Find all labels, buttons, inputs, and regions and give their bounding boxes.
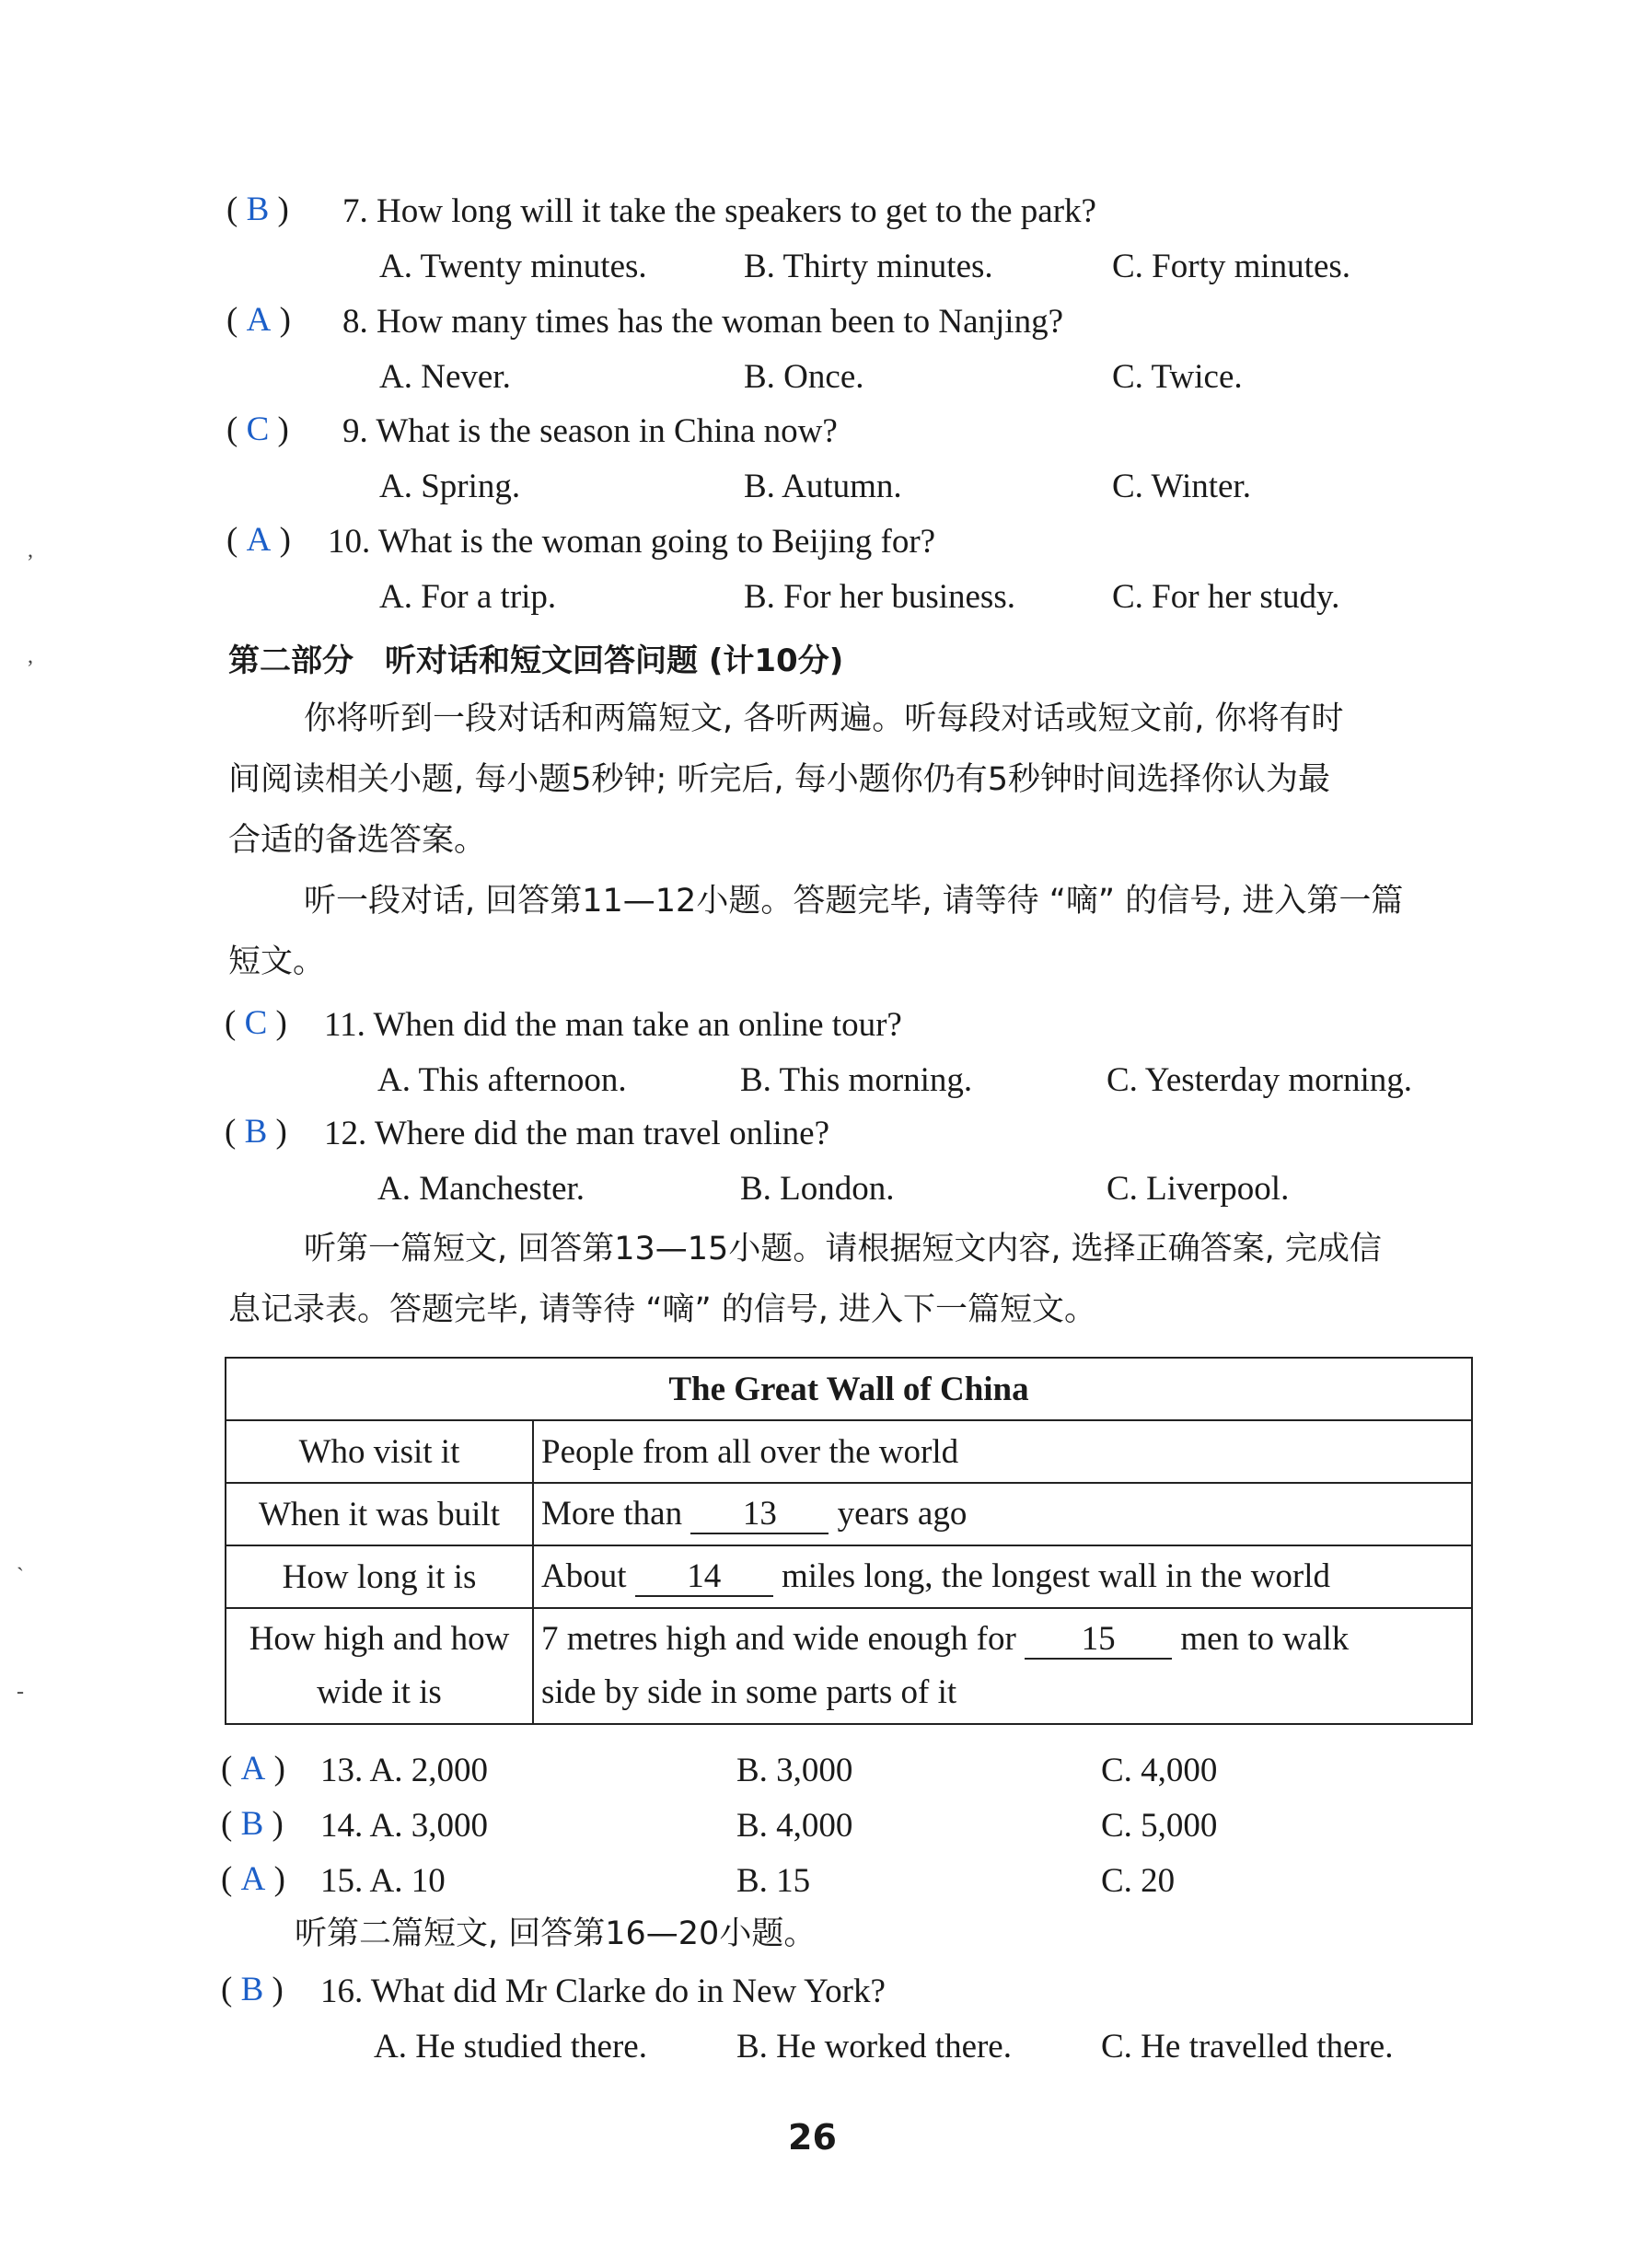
answer-bracket: ( A ): [226, 301, 291, 339]
answer-letter: A: [240, 1860, 266, 1898]
option-a: A. Spring.: [379, 468, 521, 505]
option-a: A. He studied there.: [374, 2028, 647, 2066]
blank-14: 14: [635, 1558, 773, 1597]
answer-letter: B: [246, 191, 270, 228]
option-a: A. Manchester.: [377, 1170, 585, 1208]
option-b: B. Once.: [744, 358, 864, 396]
answer-bracket: ( A ): [221, 1750, 285, 1788]
answer-letter: B: [244, 1113, 268, 1151]
margin-mark: ,: [28, 644, 33, 668]
answer-bracket: ( B ): [226, 191, 289, 228]
option-c: C. Winter.: [1112, 468, 1251, 505]
option-b: B. For her business.: [744, 578, 1015, 616]
answer-bracket: ( B ): [225, 1113, 287, 1151]
instruction-line: 合适的备选答案。: [228, 822, 487, 859]
option-b: B. 15: [736, 1862, 811, 1900]
row-label: How high and how wide it is: [226, 1608, 533, 1724]
table-row: [226, 1545, 1472, 1608]
answer-bracket: ( B ): [221, 1971, 284, 2008]
dialogue-instruction: 短文。: [228, 943, 326, 980]
passage1-instruction: 听第一篇短文, 回答第13—15小题。请根据短文内容, 选择正确答案, 完成信: [304, 1231, 1382, 1267]
table-row: [226, 1420, 1472, 1483]
answer-bracket: ( A ): [221, 1860, 285, 1898]
row-content: 7 metres high and wide enough for 15 men to walk side by side in some parts of it: [533, 1608, 1472, 1724]
answer-letter: A: [246, 301, 272, 339]
answer-letter: A: [240, 1750, 266, 1788]
blank-15: 15: [1025, 1621, 1172, 1660]
table-title: The Great Wall of China: [226, 1358, 1472, 1420]
answer-letter: B: [240, 1971, 264, 2008]
answer-bracket: ( B ): [221, 1805, 284, 1843]
option-a: A. Never.: [379, 358, 511, 396]
row-content: More than 13 years ago: [533, 1483, 1472, 1545]
question-7: 7. How long will it take the speakers to get to the park?: [342, 192, 1096, 230]
dialogue-instruction: 听一段对话, 回答第11—12小题。答题完毕, 请等待 “嘀” 的信号, 进入第一篇: [304, 883, 1404, 920]
option-c: C. 4,000: [1101, 1752, 1218, 1789]
option-c: C. 20: [1101, 1862, 1176, 1900]
option-b: B. 4,000: [736, 1807, 853, 1845]
section-heading: 第二部分 听对话和短文回答问题 (计10分): [228, 642, 844, 679]
option-c: C. Liverpool.: [1107, 1170, 1290, 1208]
option-c: C. Yesterday morning.: [1107, 1061, 1412, 1099]
blank-13: 13: [690, 1496, 829, 1534]
question-14: 14. A. 3,000: [320, 1807, 488, 1845]
instruction-line: 你将听到一段对话和两篇短文, 各听两遍。听每段对话或短文前, 你将有时: [304, 700, 1344, 737]
option-b: B. Thirty minutes.: [744, 248, 993, 285]
instruction-line: 间阅读相关小题, 每小题5秒钟; 听完后, 每小题你仍有5秒钟时间选择你认为最: [228, 761, 1330, 798]
answer-letter: C: [246, 411, 270, 448]
row-content: People from all over the world: [533, 1420, 1472, 1483]
question-16: 16. What did Mr Clarke do in New York?: [320, 1973, 886, 2010]
margin-mark: -: [17, 1680, 24, 1704]
answer-bracket: ( C ): [225, 1004, 287, 1042]
option-c: C. For her study.: [1112, 578, 1340, 616]
option-c: C. 5,000: [1101, 1807, 1218, 1845]
passage1-instruction: 息记录表。答题完毕, 请等待 “嘀” 的信号, 进入下一篇短文。: [228, 1291, 1097, 1328]
answer-bracket: ( A ): [226, 521, 291, 559]
option-a: A. This afternoon.: [377, 1061, 627, 1099]
row-label: How long it is: [226, 1545, 533, 1608]
margin-mark: ,: [28, 538, 33, 562]
question-13: 13. A. 2,000: [320, 1752, 488, 1789]
option-c: C. Forty minutes.: [1112, 248, 1351, 285]
question-8: 8. How many times has the woman been to Nanjing?: [342, 303, 1063, 341]
option-b: B. He worked there.: [736, 2028, 1012, 2066]
option-a: A. Twenty minutes.: [379, 248, 647, 285]
option-b: B. Autumn.: [744, 468, 902, 505]
row-label: When it was built: [226, 1483, 533, 1545]
page-number: 26: [788, 2117, 837, 2158]
answer-bracket: ( C ): [226, 411, 289, 448]
question-9: 9. What is the season in China now?: [342, 412, 838, 450]
question-12: 12. Where did the man travel online?: [324, 1115, 829, 1152]
option-b: B. This morning.: [740, 1061, 973, 1099]
info-table: [225, 1357, 1473, 1725]
question-10: 10. What is the woman going to Beijing for?: [328, 523, 936, 561]
answer-letter: B: [240, 1805, 264, 1843]
answer-letter: A: [246, 521, 272, 559]
option-a: A. For a trip.: [379, 578, 557, 616]
passage2-instruction: 听第二篇短文, 回答第16—20小题。: [295, 1915, 817, 1952]
row-label: Who visit it: [226, 1420, 533, 1483]
table-row: [226, 1483, 1472, 1545]
option-b: B. 3,000: [736, 1752, 853, 1789]
row-content: About 14 miles long, the longest wall in the world: [533, 1545, 1472, 1608]
answer-letter: C: [244, 1004, 268, 1042]
question-11: 11. When did the man take an online tour?: [324, 1006, 902, 1044]
table-row: [226, 1608, 1472, 1724]
option-c: C. Twice.: [1112, 358, 1243, 396]
margin-mark: ˋ: [17, 1565, 24, 1589]
question-15: 15. A. 10: [320, 1862, 446, 1900]
option-b: B. London.: [740, 1170, 895, 1208]
option-c: C. He travelled there.: [1101, 2028, 1394, 2066]
